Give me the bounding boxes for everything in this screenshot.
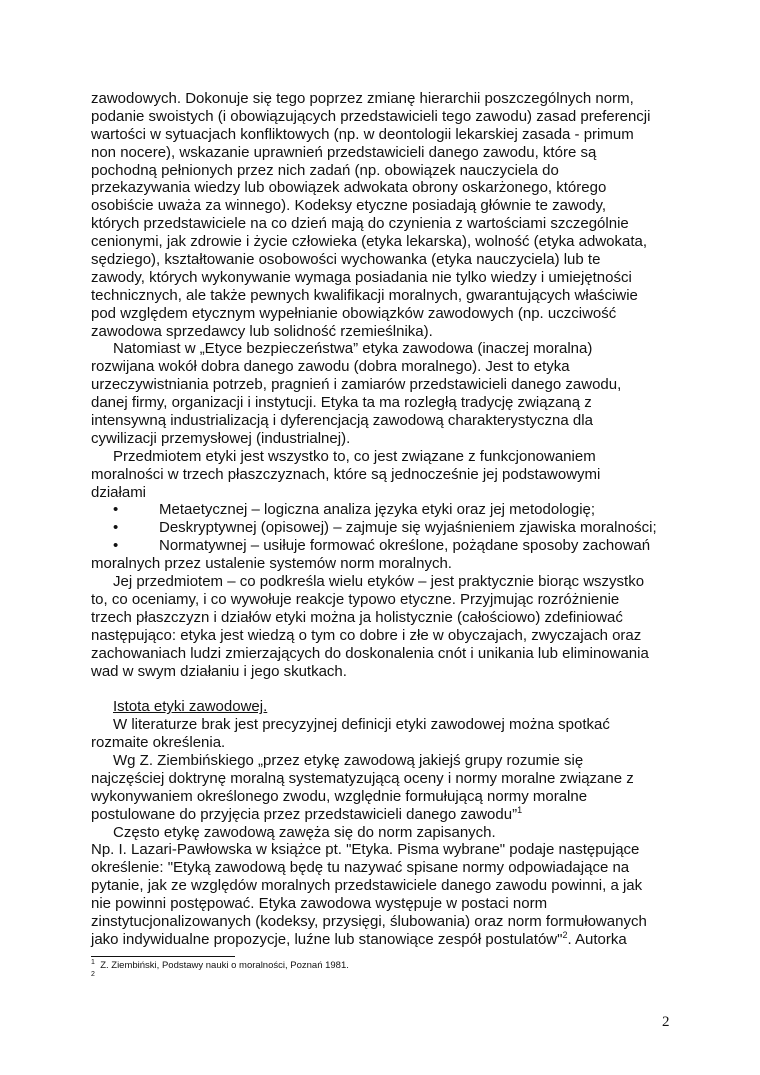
text-line: cywilizacji przemysłowej (industrialnej). xyxy=(91,429,351,447)
section-heading-text: Istota etyki zawodowej. xyxy=(113,698,268,716)
bullet-item xyxy=(91,519,681,537)
footnote-mark: 1 xyxy=(91,959,95,966)
footnote-reference[interactable]: 1 xyxy=(517,804,523,815)
section-heading xyxy=(91,698,681,716)
text-line: to, co oceniamy, i co wywołuje reakcje typowo etyczne. Przyjmując rozróżnienie xyxy=(91,590,620,608)
text-line xyxy=(91,806,681,824)
paragraph-start: Wg Z. Ziembińskiego „przez etykę zawodową jakiejś grupy rozumie się xyxy=(113,751,584,769)
text-line: pytanie, jak ze względów moralnych przedstawiciele danego zawodu powinni, a jak xyxy=(91,877,643,895)
text-line-content: postulowane do przyjęcia przez przedstawicieli danego zawodu” xyxy=(91,805,518,823)
text-line: określenie: "Etyką zawodową będę tu nazywać spisane normy odpowiadające na xyxy=(91,859,630,877)
text-line: przekazywania wiedzy lub obowiązek adwokata obrony oskarżonego, którego xyxy=(91,179,607,197)
text-line: zawody, których wykonywanie wymaga posiadania nie tylko wiedzy i umiejętności xyxy=(91,268,632,286)
bullet-item xyxy=(91,501,681,519)
text-line: zawodowa sprzedawcy lub solidność rzemieślnika). xyxy=(91,322,433,340)
text-line-content: . Autorka xyxy=(567,930,627,948)
paragraph-start: Często etykę zawodową zawęża się do norm zapisanych. xyxy=(113,823,496,841)
bullet-marker: • xyxy=(113,501,119,519)
bullet-text: Deskryptywnej (opisowej) – zajmuje się wyjaśnieniem zjawiska moralności; xyxy=(159,519,657,537)
page-number: 2 xyxy=(662,1014,670,1030)
text-line: wartości w sytuacjach konfliktowych (np. w deontologii lekarskiej zasada - primum xyxy=(91,125,634,143)
text-line: Np. I. Lazari-Pawłowska w książce pt. "Etyka. Pisma wybrane" podaje następujące xyxy=(91,841,640,859)
paragraph-start: Jej przedmiotem – co podkreśla wielu etyków – jest praktycznie biorąc wszystko xyxy=(113,573,645,591)
text-line: rozwijana wokół dobra danego zawodu (dobra moralnego). Jest to etyka xyxy=(91,358,570,376)
paragraph-start: W literaturze brak jest precyzyjnej definicji etyki zawodowej można spotkać xyxy=(113,716,610,734)
text-line: nie powinni postępować. Etyka zawodowa występuje w postaci norm xyxy=(91,895,548,913)
text-line: cenionymi, jak zdrowie i życie człowieka (etyka lekarska), wolność (etyka adwokata, xyxy=(91,233,648,251)
text-line: osobiście uważa za winnego). Kodeksy etyczne posiadają głównie te zawody, xyxy=(91,197,607,215)
text-line: urzeczywistniania potrzeb, pragnień i zamiarów przedstawicieli danego zawodu, xyxy=(91,376,622,394)
bullet-text: Normatywnej – usiłuje formować określone, pożądane sposoby zachowań xyxy=(159,537,651,555)
footnote-text: Z. Ziembiński, Podstawy nauki o moralności, Poznań 1981. xyxy=(100,960,349,971)
bullet-text: Metaetycznej – logiczna analiza języka etyki oraz jej metodologię; xyxy=(159,501,596,519)
document-body xyxy=(91,90,681,949)
paragraph-start: Natomiast w „Etyce bezpieczeństwa” etyka zawodowa (inaczej moralna) xyxy=(113,340,593,358)
footnote-item xyxy=(91,960,681,972)
footnote-separator xyxy=(91,956,235,957)
text-line: pochodną pełnionych przez nich zadań (np. obowiązek nauczyciela do xyxy=(91,161,559,179)
text-line: rozmaite określenia. xyxy=(91,734,226,752)
bullet-marker: • xyxy=(113,537,119,555)
text-line: działami xyxy=(91,483,147,501)
text-line: technicznych, ale także pewnych kwalifikacji moralnych, gwarantujących właściwie xyxy=(91,286,638,304)
text-line: non nocere), wskazanie uprawnień przedstawicieli danego zawodu, które są xyxy=(91,143,597,161)
footnote-mark: 2 xyxy=(91,971,95,978)
paragraph-start: Przedmiotem etyki jest wszystko to, co jest związane z funkcjonowaniem xyxy=(113,447,596,465)
text-line: intensywną industrializacją i dyferencjacją zawodową charakterystyczna dla xyxy=(91,412,593,430)
text-line: podanie swoistych (i obowiązujących przedstawicieli tego zawodu) zasad preferencji xyxy=(91,107,651,125)
text-line: najczęściej doktrynę moralną systematyzującą oceny i normy moralne związane z xyxy=(91,769,634,787)
footnote-item xyxy=(91,972,681,984)
text-line: zinstytucjonalizowanych (kodeksy, przysięgi, ślubowania) oraz norm formułowanych xyxy=(91,912,647,930)
bullet-item xyxy=(91,537,681,555)
text-line: zawodowych. Dokonuje się tego poprzez zmianę hierarchii poszczególnych norm, xyxy=(91,90,634,107)
text-line: pod względem etycznym wypełnianie obowiązków zawodowych (np. uczciwość xyxy=(91,304,617,322)
blank-line xyxy=(91,680,681,698)
footnotes xyxy=(91,960,681,984)
text-line: wad w swym działaniu i jego skutkach. xyxy=(91,662,347,680)
text-line xyxy=(91,931,681,949)
text-line: moralności w trzech płaszczyznach, które są jednocześnie jej podstawowymi xyxy=(91,465,601,483)
text-line: następująco: etyka jest wiedzą o tym co dobre i złe w obyczajach, zwyczajach oraz xyxy=(91,626,642,644)
text-line: danej firmy, organizacji i instytucji. Etyka ta ma rozległą tradycję związaną z xyxy=(91,394,592,412)
text-line-content: jako indywidualne propozycje, luźne lub stanowiące zespół postulatów" xyxy=(91,930,563,948)
text-line: trzech płaszczyzn i działów etyki można ja holistycznie (całościowo) zdefiniować xyxy=(91,608,623,626)
text-line: zachowaniach ludzi zmierzających do doskonalenia cnót i unikania lub eliminowania xyxy=(91,644,649,662)
bullet-marker: • xyxy=(113,519,119,537)
footnote-reference[interactable]: 2 xyxy=(562,929,568,940)
text-line: których przedstawiciele na co dzień mają do czynienia z wartościami szczególnie xyxy=(91,215,629,233)
text-line: wykonywaniem określonego zwodu, względnie formułującą normy moralne xyxy=(91,787,588,805)
text-line: moralnych przez ustalenie systemów norm moralnych. xyxy=(91,555,452,573)
text-line: sędziego), kształtowanie osobowości wychowanka (etyka nauczyciela) lub te xyxy=(91,251,601,269)
